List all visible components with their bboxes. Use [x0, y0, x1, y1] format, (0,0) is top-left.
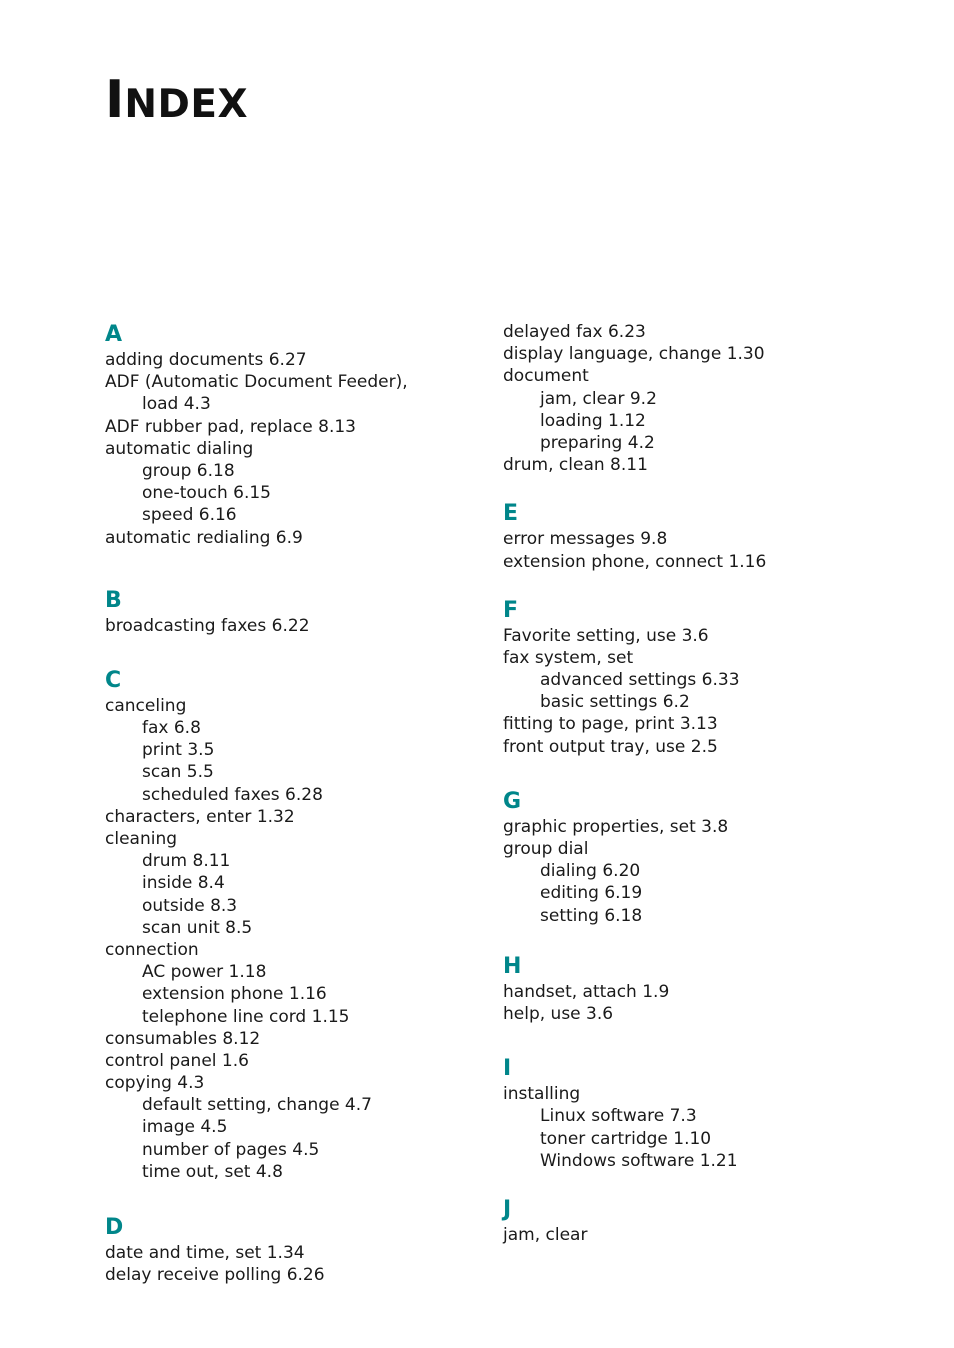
index-letter-heading: E [503, 501, 519, 527]
index-entry: graphic properties, set 3.8 [503, 816, 729, 837]
index-subentry: image 4.5 [142, 1117, 228, 1138]
index-entry: characters, enter 1.32 [105, 806, 295, 827]
page-title-rest: NDEX [124, 82, 249, 127]
index-entry: extension phone, connect 1.16 [503, 551, 767, 572]
index-subentry: one-touch 6.15 [142, 483, 271, 504]
index-section-continued [503, 321, 903, 476]
index-subentry: extension phone 1.16 [142, 984, 327, 1005]
index-subentry: setting 6.18 [540, 905, 643, 926]
index-entry: consumables 8.12 [105, 1028, 261, 1049]
index-section-e [503, 500, 903, 572]
index-entry: fax system, set [503, 647, 634, 668]
index-entry: help, use 3.6 [503, 1003, 614, 1024]
index-entry: document [503, 366, 589, 387]
index-section-f [503, 597, 903, 758]
index-entry: cleaning [105, 829, 178, 849]
index-subentry: print 3.5 [142, 740, 215, 761]
index-letter-heading: D [105, 1215, 124, 1240]
index-entry: group dial [503, 839, 589, 859]
index-letter-heading: I [503, 1056, 512, 1082]
index-letter-heading: G [503, 788, 522, 814]
index-entry: connection [105, 939, 199, 960]
index-section-i [503, 1055, 903, 1172]
index-entry: installing [503, 1084, 581, 1105]
index-subentry: inside 8.4 [142, 873, 225, 894]
index-entry: automatic redialing 6.9 [105, 527, 303, 548]
page-title [105, 70, 249, 130]
index-subentry: jam, clear 9.2 [540, 388, 657, 409]
index-letter-heading: B [105, 587, 122, 613]
index-subentry: advanced settings 6.33 [540, 670, 740, 691]
index-subentry: editing 6.19 [540, 883, 643, 904]
index-subentry: scan 5.5 [142, 762, 214, 783]
index-entry: ADF (Automatic Document Feeder), [105, 372, 408, 393]
index-subentry: default setting, change 4.7 [142, 1095, 372, 1116]
index-subentry: telephone line cord 1.15 [142, 1006, 350, 1027]
index-letter-heading: A [105, 322, 123, 347]
index-entry: ADF rubber pad, replace 8.13 [105, 416, 356, 437]
index-subentry: dialing 6.20 [540, 861, 641, 882]
index-section-c [105, 667, 505, 1183]
index-entry: error messages 9.8 [503, 529, 668, 550]
index-letter-heading: H [503, 953, 522, 979]
index-subentry: toner cartridge 1.10 [540, 1128, 712, 1149]
index-section-a [105, 321, 505, 549]
index-entry: control panel 1.6 [105, 1050, 249, 1071]
index-subentry: fax 6.8 [142, 718, 201, 739]
index-entry: Favorite setting, use 3.6 [503, 625, 709, 646]
index-section-h [503, 953, 903, 1025]
index-entry: broadcasting faxes 6.22 [105, 615, 310, 636]
index-entry: copying 4.3 [105, 1073, 205, 1094]
index-letter-heading: J [503, 1196, 512, 1222]
index-entry: automatic dialing [105, 438, 254, 459]
index-subentry: basic settings 6.2 [540, 692, 690, 713]
index-subentry: loading 1.12 [540, 410, 646, 431]
index-entry: handset, attach 1.9 [503, 981, 670, 1002]
index-entry: delay receive polling 6.26 [105, 1265, 325, 1286]
index-entry: display language, change 1.30 [503, 344, 765, 365]
page-title-initial: I [105, 70, 125, 130]
index-subentry: Linux software 7.3 [540, 1106, 697, 1127]
index-subentry: speed 6.16 [142, 505, 237, 526]
index-column-left [105, 293, 505, 1286]
index-subentry: scheduled faxes 6.28 [142, 784, 323, 805]
index-subentry: preparing 4.2 [540, 432, 655, 453]
index-entry: jam, clear [503, 1224, 588, 1245]
index-entry: fitting to page, print 3.13 [503, 714, 718, 735]
index-entry: adding documents 6.27 [105, 350, 307, 370]
index-letter-heading: F [503, 597, 519, 623]
index-subentry: time out, set 4.8 [142, 1161, 283, 1182]
index-section-b [105, 587, 505, 637]
index-entry: delayed fax 6.23 [503, 322, 646, 342]
index-column-right [503, 293, 903, 1246]
index-subentry: drum 8.11 [142, 851, 231, 872]
index-subentry: scan unit 8.5 [142, 917, 253, 938]
index-entry: front output tray, use 2.5 [503, 736, 718, 757]
index-subentry: group 6.18 [142, 460, 235, 481]
index-section-j [503, 1196, 903, 1246]
index-subentry: outside 8.3 [142, 895, 238, 916]
index-entry: drum, clean 8.11 [503, 455, 648, 476]
index-section-d [105, 1214, 505, 1286]
index-section-g [503, 788, 903, 927]
index-subentry: load 4.3 [142, 394, 211, 415]
index-entry: canceling [105, 695, 187, 716]
index-subentry: Windows software 1.21 [540, 1150, 738, 1171]
index-subentry: AC power 1.18 [142, 962, 267, 983]
index-letter-heading: C [105, 667, 122, 693]
index-subentry: number of pages 4.5 [142, 1139, 320, 1160]
index-entry: date and time, set 1.34 [105, 1243, 305, 1263]
